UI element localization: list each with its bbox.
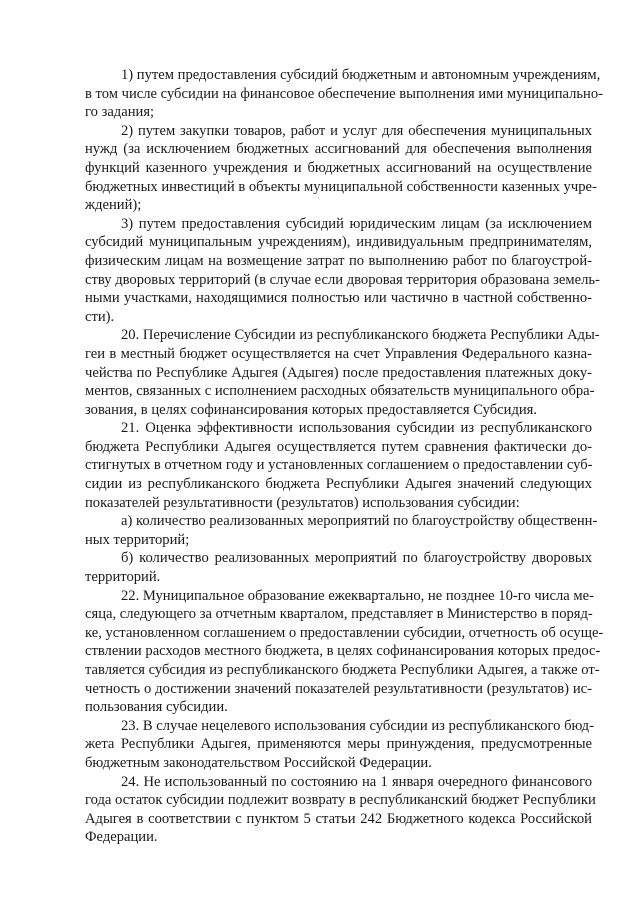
text-line: 21. Оценка эффективности использования субсидии из республиканского (121, 420, 592, 437)
text-line: геи в местный бюджет осуществляется на счет Управления Федерального казна- (85, 345, 592, 362)
text-line: физическим лицам на возмещение затрат по выполнению работ по благоустрой- (85, 252, 592, 269)
paragraph-point-21 (85, 419, 592, 512)
paragraph-item-a (85, 512, 598, 549)
text-line: бюджета Республики Адыгея осуществляется путем сравнения фактически до- (85, 438, 592, 455)
text-line: сти). (85, 308, 115, 325)
text-line: года остаток субсидии подлежит возврату в республиканский бюджет Республики (85, 792, 596, 809)
text-line: зования, в целях софинансирования которых предоставляется Субсидия. (85, 401, 538, 418)
text-line: нужд (за исключением бюджетных ассигнований для обеспечения выполнения (85, 141, 592, 158)
paragraph-item-1 (85, 66, 604, 122)
text-line: 22. Муниципальное образование ежеквартально, не позднее 10-го числа ме- (121, 587, 594, 604)
document-page (85, 66, 604, 847)
text-line: тавляется субсидия из республиканского бюджета Республики Адыгея, а также от- (85, 662, 600, 678)
paragraph-item-3 (85, 215, 600, 327)
text-line: сидии из республиканского бюджета Республики Адыгея значений следующих (85, 476, 592, 493)
text-line: 1) путем предоставления субсидий бюджетным и автономным учреждениям, (121, 67, 601, 83)
text-line: ству дворовых территорий (в случае если дворовая территория образована земель- (85, 271, 600, 288)
paragraph-point-20 (85, 326, 600, 419)
text-line: ке, установленном соглашением о предоставлении субсидии, отчетность об осуще- (85, 624, 604, 641)
text-line: показателей результативности (результатов) использования субсидии: (85, 494, 520, 511)
text-line: бюджетных инвестиций в объекты муниципальной собственности казенных учре- (85, 178, 597, 195)
text-line: ствлении расходов местного бюджета, в целях софинансирования которых предос- (85, 643, 601, 660)
text-line: жета Республики Адыгея, применяются меры принуждения, предусмотренные (85, 736, 592, 753)
text-line: 2) путем закупки товаров, работ и услуг для обеспечения муниципальных (121, 122, 592, 139)
text-line: территорий. (85, 569, 161, 586)
text-line: 3) путем предоставления субсидий юридическим лицам (за исключением (121, 215, 592, 232)
paragraph-item-2 (85, 122, 597, 215)
text-line: 24. Не использованный по состоянию на 1 января очередного финансового (121, 773, 592, 790)
text-line: в том числе субсидии на финансовое обеспечение выполнения ими муниципально- (85, 85, 604, 102)
text-line: стигнутых в отчетном году и установленных соглашением о предоставлении суб- (85, 457, 593, 474)
text-line: чейства по Республике Адыгея (Адыгея) после предоставления платежных доку- (85, 364, 592, 381)
text-line: ными участками, находящимися полностью или частично в частной собственно- (85, 290, 592, 307)
paragraph-item-b (85, 549, 592, 586)
text-line: Адыгея в соответствии с пунктом 5 статьи 242 Бюджетного кодекса Российской (85, 810, 592, 827)
text-line: ментов, связанных с исполнением расходных обязательств муниципального обра- (85, 383, 595, 400)
text-line: 23. В случае нецелевого использования субсидии из республиканского бюд- (121, 717, 594, 734)
text-line: б) количество реализованных мероприятий по благоустройству дворовых (121, 550, 592, 567)
text-line: бюджетным законодательством Российской Федерации. (85, 754, 432, 771)
text-line: а) количество реализованных мероприятий по благоустройству общественн- (121, 513, 598, 530)
text-line: ждений); (85, 197, 142, 214)
text-line: Федерации. (85, 829, 158, 846)
paragraph-point-23 (85, 717, 592, 773)
text-line: 20. Перечисление Субсидии из республиканского бюджета Республики Ады- (121, 327, 600, 344)
text-line: ных территорий; (85, 531, 190, 548)
paragraph-point-22 (85, 587, 604, 717)
text-line: пользования субсидии. (85, 699, 228, 716)
text-line: функций казенного учреждения и бюджетных ассигнований на осуществление (85, 159, 592, 176)
text-line: сяца, следующего за отчетным кварталом, представляет в Министерство в поряд- (85, 606, 593, 623)
paragraph-point-24 (85, 773, 596, 847)
text-line: субсидий муниципальным учреждениям), индивидуальным предпринимателям, (85, 234, 592, 251)
text-line: го задания; (85, 104, 155, 121)
text-line: четность о достижении значений показателей результативности (результатов) ис- (85, 680, 592, 697)
